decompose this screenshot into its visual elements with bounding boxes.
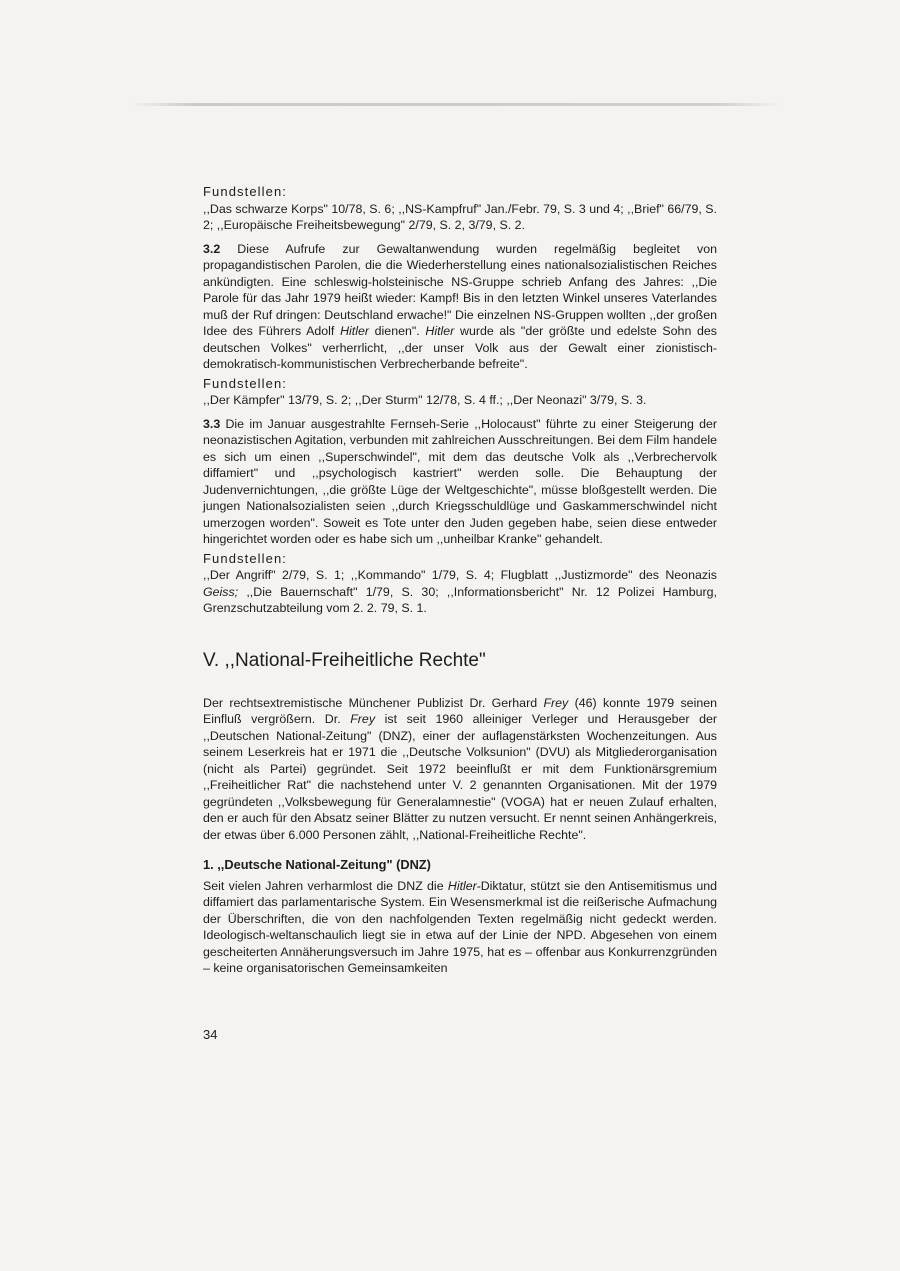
italic-name: Hitler (425, 324, 455, 338)
sources-text (203, 567, 717, 617)
sources-block-2 (203, 376, 717, 409)
subsection-heading: 1. ,,Deutsche National-Zeitung" (DNZ) (203, 857, 431, 872)
paragraph-text: Die im Januar ausgestrahlte Fernseh-Serie ,,Holocaust" führte zu einer Steigerung der neonazistischen Agitation, verbunden mit zahlreichen Ausschreitungen. Bei dem Film handele es sich um einen ,,Superschwindel", mit dem das deutsche Volk als ,,Verbrechervolk diffamiert" und ,,psychologisch kastriert" werden solle. Die Behauptung der Judenvernichtungen, ,,die größte Lüge der Weltgeschichte", müsse bloßgestellt werden. Die jungen Nationalsozialisten seien ,,durch Kriegsschuldlüge und Gaskammerschwindel nicht umerzogen worden". Soweit es Tote unter den Juden gegeben habe, seien diese entweder hingerichtet worden oder es habe sich um ,,unheilbar Kranke" gehandelt. (203, 416, 717, 546)
paragraph-text: ist seit 1960 alleiniger Verleger und Herausgeber der ,,Deutschen National-Zeitung" (DNZ), einer der auflagenstärksten Wochenzeitungen. Aus seinem Leserkreis hat er 1971 die ,,Deutsche Volksunion" (DVU) als Mitgliederorganisation (nicht als Partei) gegründet. Seit 1972 beeinflußt er mit dem Funktionärsgremium ,,Freiheitlicher Rat" die nachstehend unter V. 2 genannten Organisationen. Mit der 1979 gegründeten ,,Volksbewegung für Generalamnestie" (VOGA) hat er neuen Zulauf erhalten, den er auch für den Absatz seiner Blätter zu nutzen versucht. Er nennt seinen Anhängerkreis, der etwas über 6.000 Personen zählt, ,,National-Freiheitliche Rechte". (203, 712, 718, 842)
italic-name: Geiss; (203, 584, 239, 599)
paragraph-text: Diktatur, stützt sie den Antisemitismus und diffamiert das parlamentarische System. Ein Wesensmerkmal ist die reißerische Aufmachung der Überschriften, die von den nachfolgenden Texten regelmäßig nicht gedeckt werden. Ideologisch-weltanschaulich liegt sie in etwa auf der Linie der NPD. Abgesehen von einem gescheiterten Annäherungsversuch im Jahre 1975, hat es – offenbar aus Konkurrenzgründen – keine organisatorischen Gemeinsamkeiten (203, 878, 717, 975)
subsection-paragraph (203, 878, 717, 977)
paragraph-text: dienen". (368, 324, 426, 338)
paragraph-text: Diese Aufrufe zur Gewaltanwendung wurden regelmäßig begleitet von propagandistischen Parolen, die die Wiederherstellung eines nationalsozialistischen Reiches ankündigten. Eine schleswig-holsteinische NS-Gruppe schrieb Anfang des Jahres: ,,Die Parole für das Jahr 1979 heißt wieder: Kampf! Bis in den letzten Winkel unseres Vaterlandes muß der Ruf dringen: Deutschland erwache!" Die einzelnen NS-Gruppen wollten ,,der großen Idee des Führers Adolf (203, 241, 717, 338)
paragraph-3-2 (203, 241, 717, 373)
section-heading: V. ,,National-Freiheitliche Rechte" (203, 649, 486, 671)
sources-label: Fundstellen: (203, 184, 288, 199)
italic-name: Frey (350, 712, 376, 726)
paragraph-text: Der rechtsextremistische Münchener Publizist Dr. Gerhard (203, 695, 544, 710)
sources-label: Fundstellen: (203, 550, 288, 566)
scan-edge-line (130, 103, 782, 106)
page-number: 34 (203, 1027, 218, 1042)
paragraph-number: 3.3 (203, 416, 221, 431)
paragraph-text: Seit vielen Jahren verharmlost die DNZ die (203, 878, 448, 893)
italic-name: Hitler (340, 324, 369, 338)
italic-name: Frey (543, 695, 569, 710)
sources-block-3 (203, 551, 717, 617)
sources-text-part: ,,Die Bauernschaft" 1/79, S. 30; ,,Informationsbericht" Nr. 12 Polizei Hamburg, Grenzschutzabteilung vom 2. 2. 79, S. 1. (203, 584, 717, 615)
sources-block-1 (203, 184, 717, 234)
paragraph-text: wurde als "der größte und edelste Sohn des deutschen Volkes" verherrlicht, ,,der unser Volk aus der Gewalt einer zionistisch-demokratisch-kommunistischen Verbrecherbande befreite". (203, 324, 717, 371)
paragraph-number: 3.2 (203, 241, 221, 256)
sources-label: Fundstellen: (203, 375, 288, 391)
main-text (203, 184, 717, 977)
sources-text: ,,Der Kämpfer" 13/79, S. 2; ,,Der Sturm" 12/78, S. 4 ff.; ,,Der Neonazi" 3/79, S. 3. (203, 393, 647, 407)
paragraph-text: (46) konnte 1979 seinen Einfluß vergrößern. Dr. (203, 695, 717, 726)
sources-text-part: ,,Der Angriff" 2/79, S. 1; ,,Kommando" 1/79, S. 4; Flugblatt ,,Justizmorde" des Neonazis (203, 568, 717, 582)
paragraph-3-3 (203, 416, 717, 548)
italic-name: Hitler- (447, 878, 481, 893)
section-paragraph (203, 695, 717, 844)
sources-text: ,,Das schwarze Korps" 10/78, S. 6; ,,NS-Kampfruf" Jan./Febr. 79, S. 3 und 4; ,,Brief" 66/79, S. 2; ,,Europäische Freiheitsbewegung" 2/79, S. 2, 3/79, S. 2. (203, 201, 717, 232)
